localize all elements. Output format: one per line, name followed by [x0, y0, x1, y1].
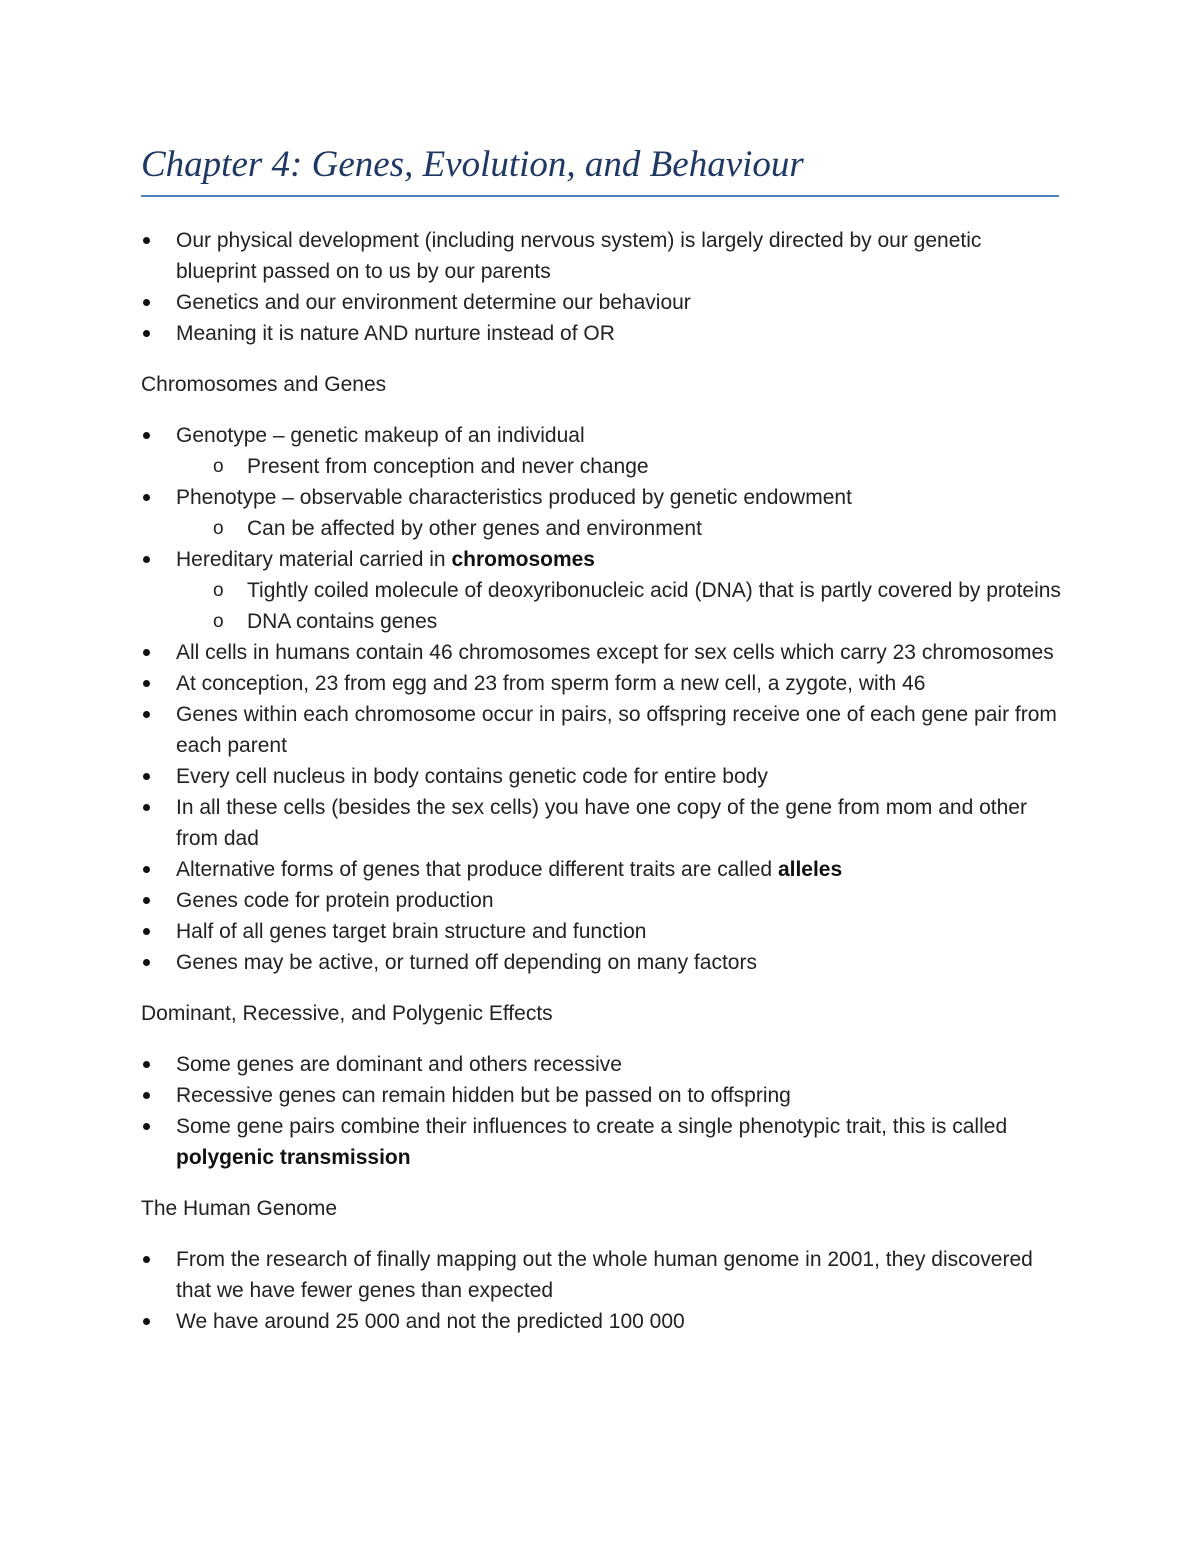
sub-item-text: Tightly coiled molecule of deoxyribonucleic acid (DNA) that is partly covered by proteins: [247, 579, 1061, 602]
list-item: All cells in humans contain 46 chromosomes except for sex cells which carry 23 chromosomes: [141, 637, 1061, 668]
section-heading-genome: The Human Genome: [141, 1197, 338, 1220]
bold-term-alleles: alleles: [777, 858, 843, 881]
sub-item-text: DNA contains genes: [247, 610, 438, 633]
sub-item-text: Can be affected by other genes and environment: [247, 517, 702, 540]
dominant-list: [141, 1049, 1061, 1173]
chapter-title: Chapter 4: Genes, Evolution, and Behaviour: [141, 141, 1059, 197]
item-text: Alternative forms of genes that produce different traits are called: [176, 858, 778, 881]
list-item: Half of all genes target brain structure and function: [141, 916, 1061, 947]
bold-term-chromosomes: chromosomes: [451, 548, 595, 571]
section-heading-dominant: Dominant, Recessive, and Polygenic Effects: [141, 1002, 553, 1025]
list-item: We have around 25 000 and not the predicted 100 000: [141, 1306, 1061, 1337]
intro-list: [141, 225, 1061, 349]
document-body: [141, 225, 1061, 1337]
list-item: [141, 544, 1061, 575]
list-item: Recessive genes can remain hidden but be passed on to offspring: [141, 1080, 1061, 1111]
sub-list-item: [141, 575, 1061, 606]
bold-term-polygenic: polygenic transmission: [176, 1146, 411, 1169]
sub-list-item: [141, 451, 1061, 482]
list-item: Genetics and our environment determine our behaviour: [141, 287, 1061, 318]
list-item: Genes code for protein production: [141, 885, 1061, 916]
sub-item-text: Present from conception and never change: [247, 455, 649, 478]
list-item: At conception, 23 from egg and 23 from sperm form a new cell, a zygote, with 46: [141, 668, 1061, 699]
list-item: Genes may be active, or turned off depending on many factors: [141, 947, 1061, 978]
list-item: Every cell nucleus in body contains genetic code for entire body: [141, 761, 1061, 792]
list-item: In all these cells (besides the sex cells) you have one copy of the gene from mom and other from dad: [141, 792, 1061, 854]
item-text: Some gene pairs combine their influences to create a single phenotypic trait, this is called: [176, 1115, 1008, 1138]
list-item: Genes within each chromosome occur in pairs, so offspring receive one of each gene pair from each parent: [141, 699, 1061, 761]
list-item: Some genes are dominant and others recessive: [141, 1049, 1061, 1080]
list-item: [141, 854, 1061, 885]
genome-list: [141, 1244, 1061, 1337]
section-heading-chromosomes: Chromosomes and Genes: [141, 373, 387, 396]
list-item: Genotype – genetic makeup of an individual: [141, 420, 1061, 451]
list-item: From the research of finally mapping out the whole human genome in 2001, they discovered that we have fewer genes than expected: [141, 1244, 1061, 1306]
list-item: Phenotype – observable characteristics produced by genetic endowment: [141, 482, 1061, 513]
list-item: [141, 1111, 1061, 1173]
list-item: Meaning it is nature AND nurture instead of OR: [141, 318, 1061, 349]
chromosomes-list: [141, 420, 1061, 978]
item-text: Hereditary material carried in: [176, 548, 452, 571]
sub-bullet-marker: o: [213, 518, 224, 539]
sub-list-item: [141, 606, 1061, 637]
list-item: Our physical development (including nervous system) is largely directed by our genetic blueprint passed on to us by our parents: [141, 225, 1061, 287]
sub-bullet-marker: o: [213, 456, 224, 477]
sub-bullet-marker: o: [213, 580, 224, 601]
sub-bullet-marker: o: [213, 611, 224, 632]
sub-list-item: [141, 513, 1061, 544]
